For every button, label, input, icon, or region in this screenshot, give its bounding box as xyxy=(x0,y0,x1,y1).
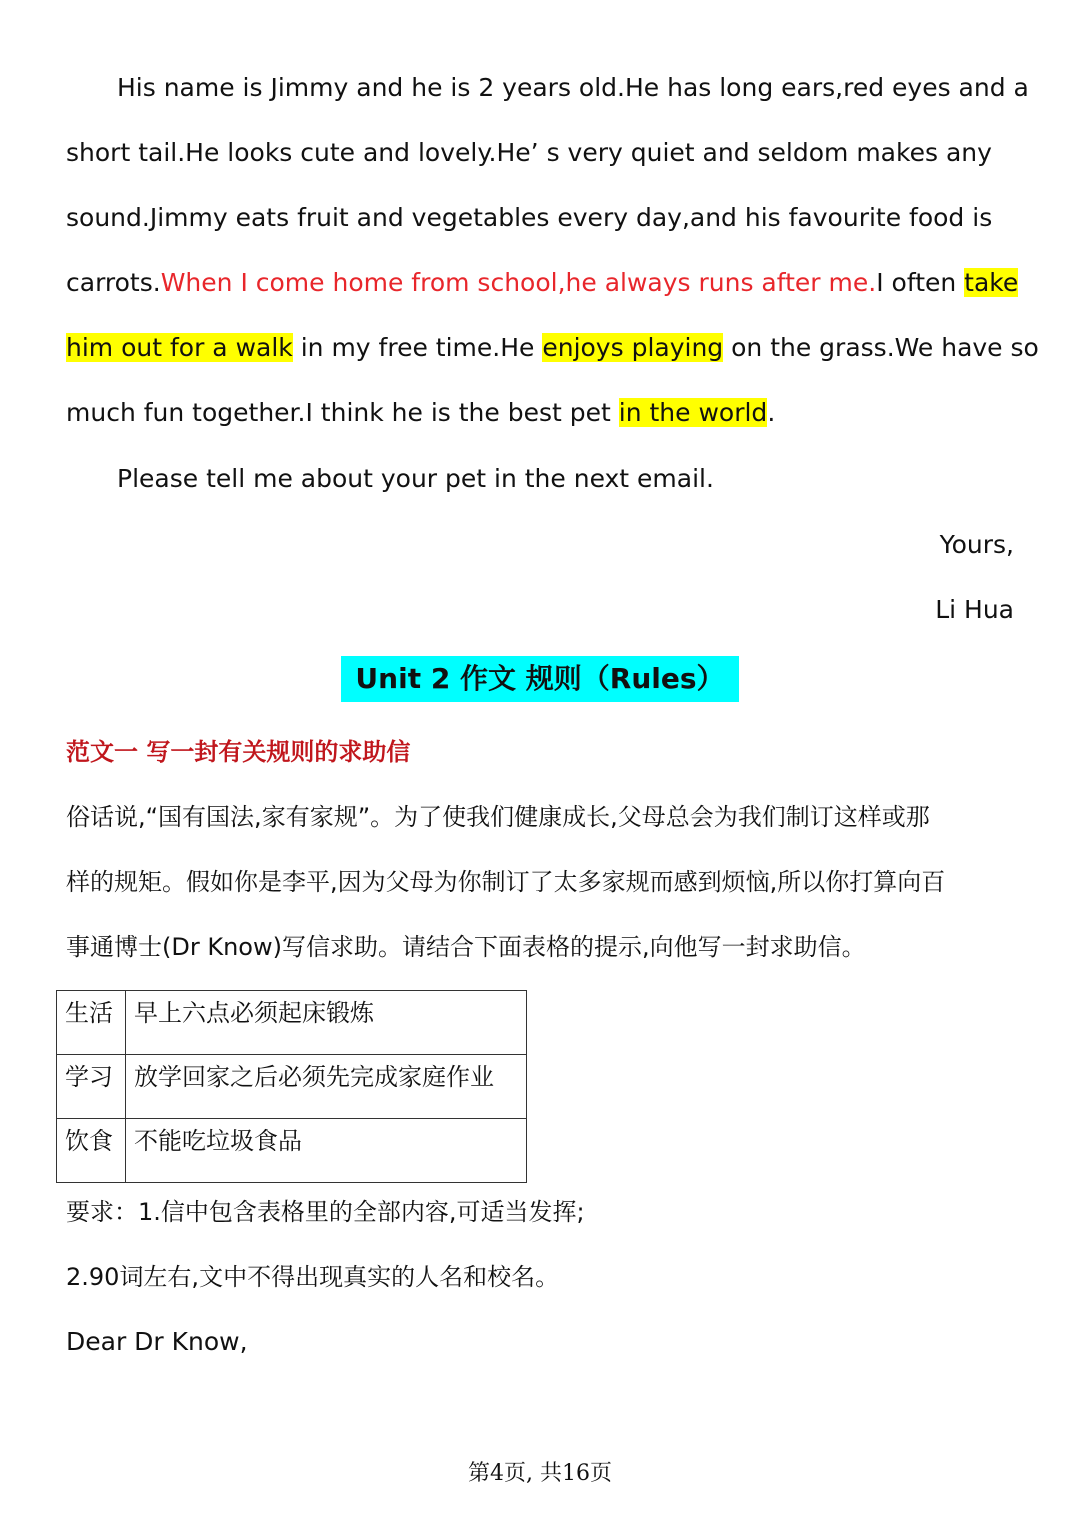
letter-greeting: Dear Dr Know, xyxy=(66,1327,248,1356)
letter-text: sound.Jimmy eats fruit and vegetables every day,and his favourite food is xyxy=(66,203,993,232)
letter-line-2 xyxy=(66,135,1026,171)
rules-table xyxy=(56,990,527,1183)
letter-text: Please tell me about your pet in the next email. xyxy=(117,464,714,493)
letter-text: on the grass.We have so xyxy=(723,333,1039,362)
prompt-line-3: 事通博士(Dr Know)写信求助。请结合下面表格的提示,向他写一封求助信。 xyxy=(66,933,866,961)
letter-line-1 xyxy=(117,70,1077,106)
table-row xyxy=(57,1055,527,1119)
table-row xyxy=(57,1119,527,1183)
requirement-line-2: 2.90词左右,文中不得出现真实的人名和校名。 xyxy=(66,1263,560,1291)
table-cell-rule: 放学回家之后必须先完成家庭作业 xyxy=(126,1055,527,1119)
prompt-line-2: 样的规矩。假如你是李平,因为父母为你制订了太多家规而感到烦恼,所以你打算向百 xyxy=(66,868,946,896)
table-cell-rule: 不能吃垃圾食品 xyxy=(126,1119,527,1183)
table-row xyxy=(57,991,527,1055)
red-emphasis-text: When I come home from school,he always runs after me. xyxy=(160,268,877,297)
table-cell-category: 饮食 xyxy=(57,1119,126,1183)
letter-text: His name is Jimmy and he is 2 years old.He has long ears,red eyes and a xyxy=(117,73,1029,102)
requirement-line-1: 要求：1.信中包含表格里的全部内容,可适当发挥; xyxy=(66,1198,585,1226)
letter-text: short tail.He looks cute and lovely.He’ s very quiet and seldom makes any xyxy=(66,138,992,167)
letter-line-4 xyxy=(66,265,1026,301)
table-cell-category: 生活 xyxy=(57,991,126,1055)
letter-text: in my free time.He xyxy=(292,333,543,362)
letter-line-6 xyxy=(66,395,1026,431)
highlighted-phrase: him out for a walk xyxy=(66,333,293,362)
section-title-wrap xyxy=(0,656,1080,702)
letter-text: I often xyxy=(876,268,965,297)
highlighted-phrase: in the world xyxy=(618,398,768,427)
letter-signature: Li Hua xyxy=(935,595,1014,624)
table-cell-category: 学习 xyxy=(57,1055,126,1119)
highlighted-phrase: take xyxy=(964,268,1019,297)
letter-line-3 xyxy=(66,200,1026,236)
letter-text: . xyxy=(767,398,776,427)
table-cell-rule: 早上六点必须起床锻炼 xyxy=(126,991,527,1055)
letter-text: carrots. xyxy=(66,268,161,297)
letter-line-7 xyxy=(117,461,1077,497)
prompt-line-1: 俗话说,“国有国法,家有家规”。为了使我们健康成长,父母总会为我们制订这样或那 xyxy=(66,803,930,831)
letter-line-5 xyxy=(66,330,1039,366)
page-number-footer: 第4页, 共16页 xyxy=(468,1461,612,1486)
letter-closing: Yours, xyxy=(939,530,1014,559)
highlighted-phrase: enjoys playing xyxy=(542,333,724,362)
section-subheading: 范文一 写一封有关规则的求助信 xyxy=(66,738,411,766)
section-title: Unit 2 作文 规则（Rules） xyxy=(341,656,738,702)
letter-text: much fun together.I think he is the best pet xyxy=(66,398,619,427)
